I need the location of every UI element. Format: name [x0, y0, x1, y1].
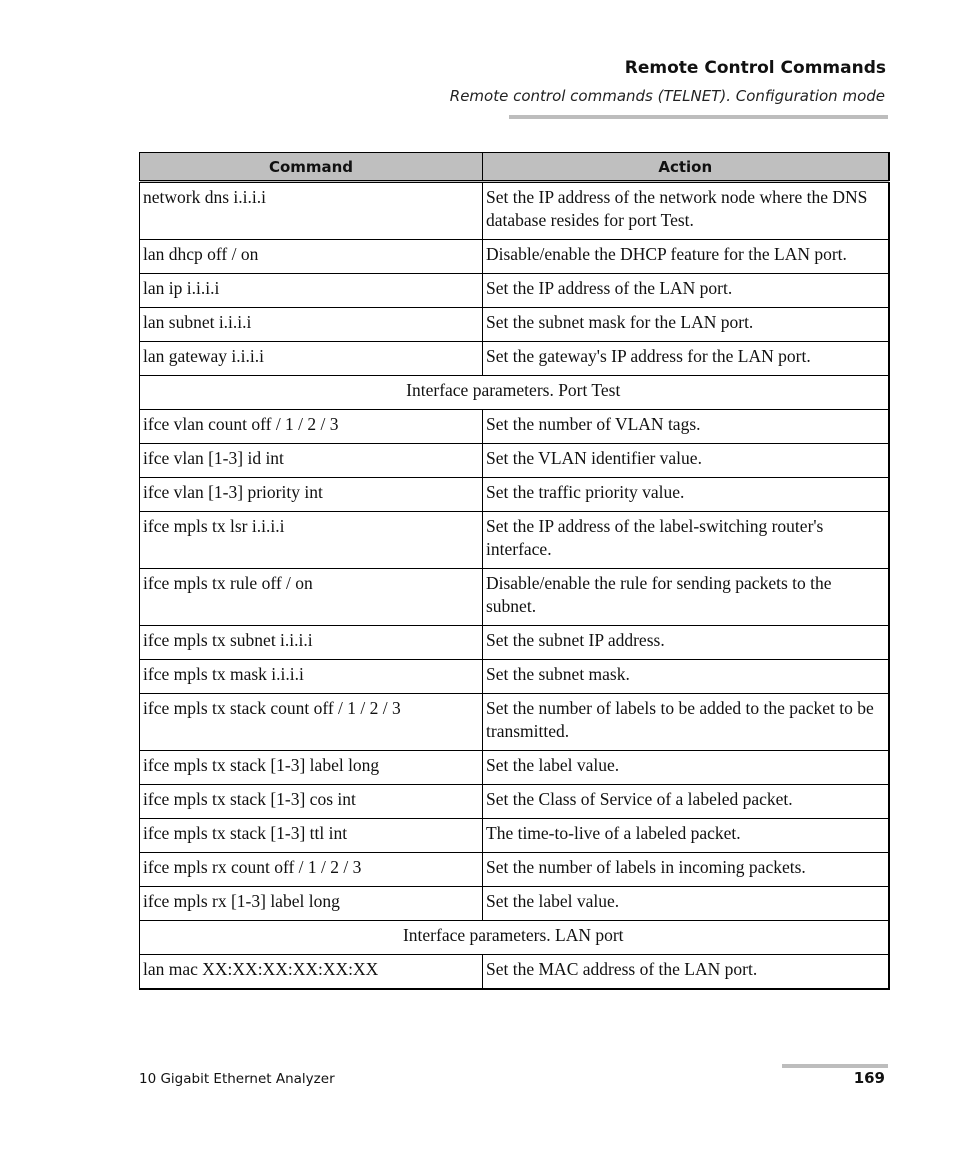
table-row	[140, 785, 889, 819]
table-row	[140, 342, 889, 376]
action-cell: Set the subnet mask for the LAN port.	[483, 308, 889, 342]
table-row	[140, 660, 889, 694]
action-cell: Set the number of labels in incoming packets.	[483, 853, 889, 887]
running-header-subtitle: Remote control commands (TELNET). Configuration mode	[449, 87, 885, 105]
commands-table	[139, 152, 890, 990]
action-cell: Set the traffic priority value.	[483, 478, 889, 512]
table-row	[140, 308, 889, 342]
table-header-row	[140, 153, 889, 182]
section-row	[140, 921, 889, 955]
table-row	[140, 410, 889, 444]
table-row	[140, 444, 889, 478]
section-heading: Interface parameters. LAN port	[140, 921, 889, 955]
table-row	[140, 626, 889, 660]
table-row	[140, 478, 889, 512]
action-cell: Set the Class of Service of a labeled packet.	[483, 785, 889, 819]
command-cell: ifce vlan [1-3] priority int	[140, 478, 483, 512]
command-cell: ifce mpls tx lsr i.i.i.i	[140, 512, 483, 569]
action-cell: Set the IP address of the label-switching router's interface.	[483, 512, 889, 569]
command-cell: ifce mpls rx [1-3] label long	[140, 887, 483, 921]
table-row	[140, 182, 889, 240]
action-cell: Set the label value.	[483, 887, 889, 921]
table-row	[140, 240, 889, 274]
command-cell: lan dhcp off / on	[140, 240, 483, 274]
action-cell: The time-to-live of a labeled packet.	[483, 819, 889, 853]
action-cell: Disable/enable the rule for sending packets to the subnet.	[483, 569, 889, 626]
command-cell: ifce mpls tx mask i.i.i.i	[140, 660, 483, 694]
command-cell: ifce mpls tx stack [1-3] ttl int	[140, 819, 483, 853]
action-cell: Set the IP address of the network node where the DNS database resides for port Test.	[483, 182, 889, 240]
table-row	[140, 694, 889, 751]
command-cell: ifce vlan count off / 1 / 2 / 3	[140, 410, 483, 444]
action-cell: Set the gateway's IP address for the LAN port.	[483, 342, 889, 376]
command-cell: lan mac XX:XX:XX:XX:XX:XX	[140, 955, 483, 990]
page-number: 169	[853, 1069, 885, 1087]
table-row	[140, 274, 889, 308]
command-cell: lan gateway i.i.i.i	[140, 342, 483, 376]
table-row	[140, 887, 889, 921]
table-row	[140, 569, 889, 626]
command-cell: lan ip i.i.i.i	[140, 274, 483, 308]
table-row	[140, 955, 889, 990]
table-row	[140, 512, 889, 569]
section-row	[140, 376, 889, 410]
command-cell: ifce mpls tx subnet i.i.i.i	[140, 626, 483, 660]
action-cell: Disable/enable the DHCP feature for the LAN port.	[483, 240, 889, 274]
footer-rule	[782, 1064, 888, 1068]
column-header-command: Command	[140, 153, 483, 182]
action-cell: Set the subnet IP address.	[483, 626, 889, 660]
table-row	[140, 751, 889, 785]
command-cell: ifce mpls tx stack [1-3] cos int	[140, 785, 483, 819]
running-header-title: Remote Control Commands	[624, 58, 886, 78]
command-cell: ifce mpls tx stack [1-3] label long	[140, 751, 483, 785]
command-cell: ifce mpls tx stack count off / 1 / 2 / 3	[140, 694, 483, 751]
action-cell: Set the IP address of the LAN port.	[483, 274, 889, 308]
table-row	[140, 819, 889, 853]
action-cell: Set the MAC address of the LAN port.	[483, 955, 889, 990]
command-cell: ifce mpls rx count off / 1 / 2 / 3	[140, 853, 483, 887]
column-header-action: Action	[483, 153, 889, 182]
command-cell: network dns i.i.i.i	[140, 182, 483, 240]
command-cell: lan subnet i.i.i.i	[140, 308, 483, 342]
action-cell: Set the number of VLAN tags.	[483, 410, 889, 444]
command-cell: ifce mpls tx rule off / on	[140, 569, 483, 626]
footer-product-name: 10 Gigabit Ethernet Analyzer	[139, 1071, 335, 1087]
command-cell: ifce vlan [1-3] id int	[140, 444, 483, 478]
action-cell: Set the subnet mask.	[483, 660, 889, 694]
header-rule	[509, 115, 888, 119]
action-cell: Set the number of labels to be added to the packet to be transmitted.	[483, 694, 889, 751]
section-heading: Interface parameters. Port Test	[140, 376, 889, 410]
action-cell: Set the label value.	[483, 751, 889, 785]
table-row	[140, 853, 889, 887]
table-body	[140, 182, 889, 990]
action-cell: Set the VLAN identifier value.	[483, 444, 889, 478]
